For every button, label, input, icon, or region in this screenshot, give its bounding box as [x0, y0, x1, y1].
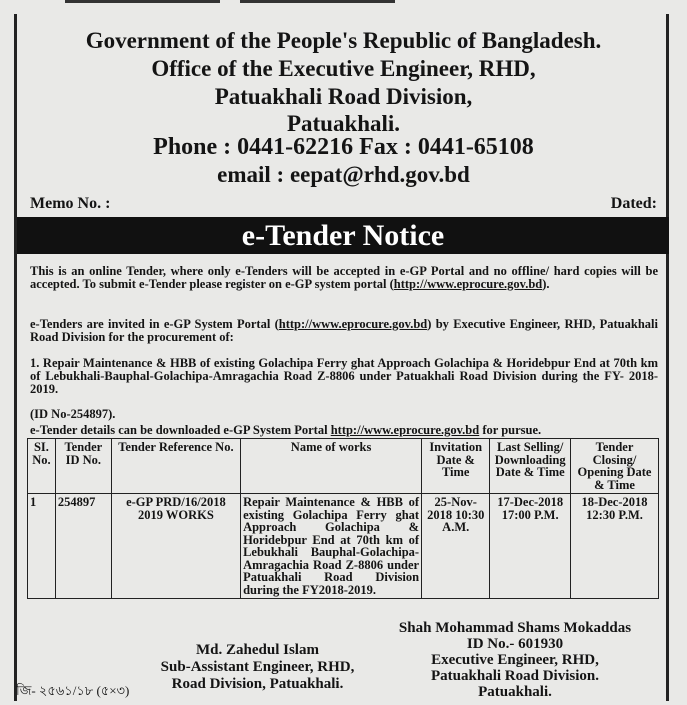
header-reference: Tender Reference No.: [111, 439, 240, 494]
p5-end: for pursue.: [479, 423, 542, 437]
header-selling: Last Selling/ Downloading Date & Time: [490, 439, 571, 494]
dated-label: Dated:: [610, 195, 657, 212]
cell-works: Repair Maintenance & HBB of existing Golachipa Ferry ghat Approach Golachipa & Horidebpur End at 70th km of Lebukhali Bauphal-Golachipa-Amragachia Road Z-8806 under Patuakhali Road Division during the FY2018-2019.: [241, 494, 422, 599]
p2-text: e-Tenders are invited in e-GP System Portal (: [30, 317, 279, 331]
signatory-left-name: Md. Zahedul Islam: [196, 642, 319, 658]
table-header-row: [28, 439, 659, 494]
signatory-right: [375, 620, 655, 700]
header-office: Office of the Executive Engineer, RHD,: [151, 56, 536, 81]
header-phone-fax: Phone : 0441-62216 Fax : 0441-65108: [153, 134, 534, 160]
procurement-item: 1. Repair Maintenance & HBB of existing Golachipa Ferry ghat Approach Golachipa & Horidebpur End at 70th km of Lebukhali-Bauphal-Golachipa-Amragachia Road Z-8806 under Patuakhali Road Division during the FY- 2018-2019.: [30, 356, 658, 396]
memo-label: Memo No. :: [30, 195, 111, 212]
cell-invitation: 25-Nov-2018 10:30 A.M.: [422, 494, 490, 599]
header-city: Patuakhali.: [286, 111, 401, 136]
cell-closing: 18-Dec-2018 12:30 P.M.: [571, 494, 659, 599]
header-closing: Tender Closing/ Opening Date & Time: [571, 439, 659, 494]
signatory-left-office: Road Division, Patuakhali.: [171, 676, 344, 692]
p1-text: This is an online Tender, where only e-Tenders will be accepted in e-GP Portal and no offline/ hard copies will be accepted. To submit e-Tender please register on e-GP system portal (: [30, 264, 658, 291]
header-sl: SI. No.: [28, 439, 56, 494]
cell-tender-id: 254897: [55, 494, 111, 599]
signatory-right-id: ID No.- 601930: [466, 636, 564, 652]
header-division: Patuakhali Road Division,: [214, 84, 473, 109]
cell-sl: 1: [28, 494, 56, 599]
p2-end: ) by Executive Engineer, RHD, Patuakhali Road Division for the procurement of:: [30, 317, 658, 344]
p1-end: ).: [542, 277, 550, 291]
id-number: (ID No-254897).: [30, 407, 116, 421]
cell-selling: 17-Dec-2018 17:00 P.M.: [490, 494, 571, 599]
table-row: [28, 494, 659, 599]
top-edge: [0, 0, 687, 14]
online-tender-paragraph: [30, 265, 658, 291]
footer-code: জি- ২৫৬১/১৮ (৫×৩): [16, 683, 130, 698]
notice-title-banner: e-Tender Notice: [17, 217, 669, 254]
signatory-right-office: Patuakhali Road Division.: [431, 668, 599, 684]
signatory-left: [150, 642, 365, 693]
header-email: email : eepat@rhd.gov.bd: [217, 162, 470, 187]
top-rule-left: [65, 0, 220, 3]
header-government: Government of the People's Republic of Bangladesh.: [85, 28, 602, 53]
p5-text: e-Tender details can be downloaded e-GP System Portal: [30, 423, 331, 437]
header-works: Name of works: [241, 439, 422, 494]
download-paragraph: [30, 424, 658, 437]
top-rule-right: [240, 0, 395, 3]
signatory-right-title: Executive Engineer, RHD,: [431, 652, 599, 668]
signatory-left-title: Sub-Assistant Engineer, RHD,: [160, 659, 355, 675]
header-invitation: Invitation Date & Time: [422, 439, 490, 494]
cell-reference: e-GP PRD/16/2018 2019 WORKS: [111, 494, 240, 599]
invitation-paragraph: [30, 318, 658, 344]
signatory-right-place: Patuakhali.: [478, 684, 552, 700]
eprocure-link[interactable]: http://www.eprocure.gov.bd: [330, 423, 480, 437]
signatory-right-name: Shah Mohammad Shams Mokaddas: [398, 620, 632, 636]
header-tender-id: Tender ID No.: [55, 439, 111, 494]
tender-table: [27, 438, 659, 599]
eprocure-link[interactable]: http://www.eprocure.gov.bd: [393, 277, 543, 291]
eprocure-link[interactable]: http://www.eprocure.gov.bd: [278, 317, 428, 331]
